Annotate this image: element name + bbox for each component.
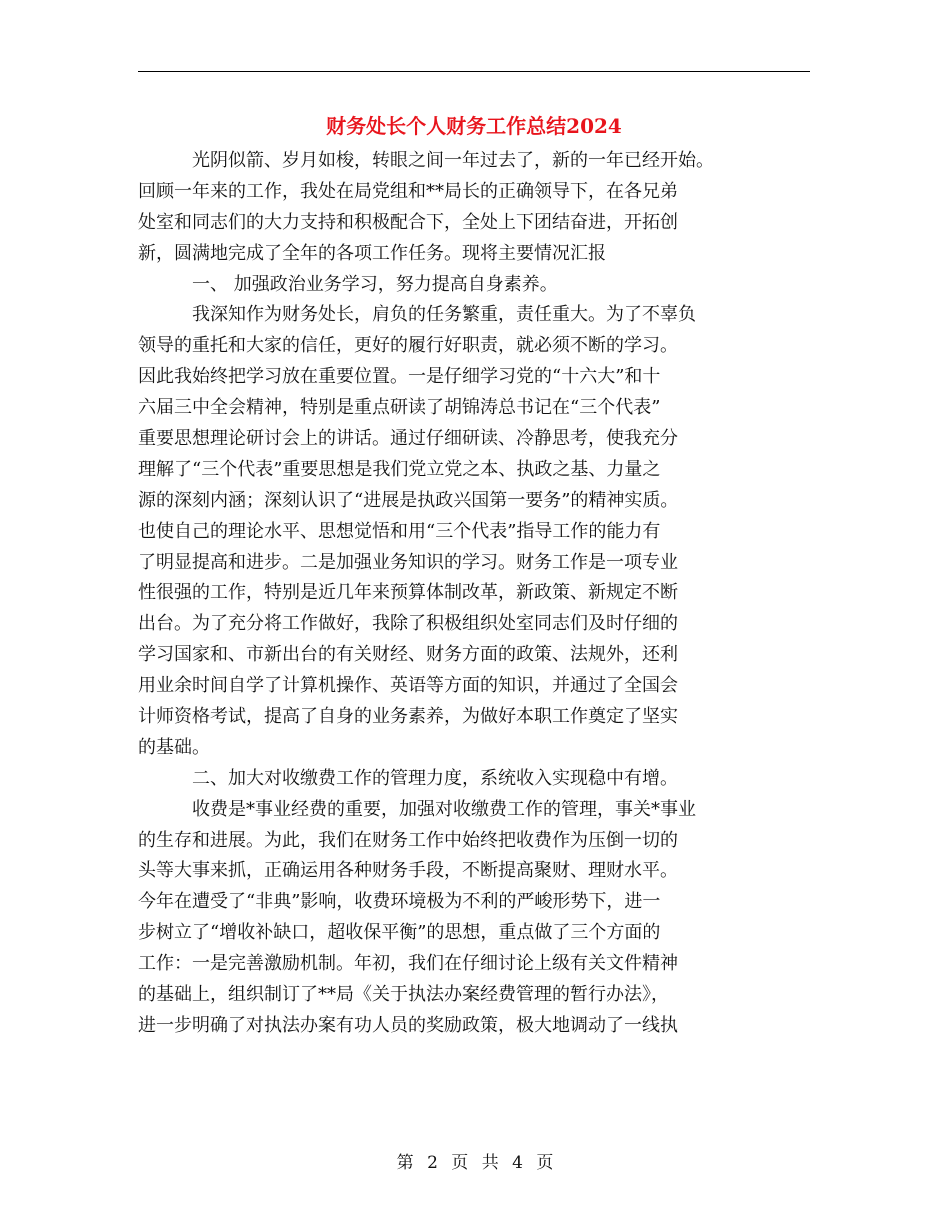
text-line: 重要思想理论研讨会上的讲话。通过仔细研读、冷静思考，使我充分 [138,428,678,450]
text-line: 工作：一是完善激励机制。年初，我们在仔细讨论上级有关文件精神 [138,953,678,975]
text-line: 六届三中全会精神，特别是重点研读了胡锦涛总书记在“三个代表” [138,397,661,419]
text-line: 光阴似箭、岁月如梭，转眼之间一年过去了，新的一年已经开始。 [192,150,714,171]
text-line: 了明显提高和进步。二是加强业务知识的学习。财务工作是一项专业 [138,551,678,573]
footer-page-prefix: 第 [396,1153,414,1173]
text-line: 进一步明确了对执法办案有功人员的奖励政策，极大地调动了一线执 [138,1014,678,1036]
text-line: 性很强的工作，特别是近几年来预算体制改革，新政策、新规定不断 [138,582,678,604]
text-line: 领导的重托和大家的信任，更好的履行好职责，就必须不断的学习。 [138,335,678,357]
footer-total-pages: 4 [512,1153,523,1173]
text-line: 源的深刻内涵；深刻认识了“进展是执政兴国第一要务”的精神实质。 [138,489,679,511]
footer-current-page: 2 [427,1153,438,1173]
text-line: 因此我始终把学习放在重要位置。一是仔细学习党的“十六大”和十 [138,366,661,388]
text-line: 出台。为了充分将工作做好，我除了积极组织处室同志们及时仔细的 [138,613,678,635]
text-line: 一、 加强政治业务学习，努力提高自身素养。 [192,273,558,295]
text-line: 回顾一年来的工作，我处在局党组和**局长的正确领导下，在各兄弟 [138,180,678,202]
text-line: 今年在遭受了“非典”影响，收费环境极为不利的严峻形势下，进一 [138,891,661,913]
text-line: 也使自己的理论水平、思想觉悟和用“三个代表”指导工作的能力有 [138,520,661,542]
text-line: 新，圆满地完成了全年的各项工作任务。现将主要情况汇报 [138,242,606,264]
page-footer [0,1150,950,1176]
text-line: 理解了“三个代表”重要思想是我们党立党之本、执政之基、力量之 [138,458,661,480]
text-line: 步树立了“增收补缺口，超收保平衡”的思想，重点做了三个方面的 [138,922,661,944]
text-line: 我深知作为财务处长，肩负的任务繁重，责任重大。为了不辜负 [192,304,696,326]
text-line: 的基础上，组织制订了**局《关于执法办案经费管理的暂行办法》， [138,984,669,1006]
text-line: 收费是*事业经费的重要，加强对收缴费工作的管理，事关*事业 [192,798,696,820]
text-line: 头等大事来抓，正确运用各种财务手段，不断提高聚财、理财水平。 [138,860,678,882]
text-line: 二、加大对收缴费工作的管理力度，系统收入实现稳中有增。 [192,767,678,789]
text-line: 的基础。 [138,736,210,758]
footer-page-unit: 页 [451,1153,469,1173]
document-title: 财务处长个人财务工作总结2024 [326,114,622,138]
document-body [138,146,810,1042]
text-line: 学习国家和、市新出台的有关财经、财务方面的政策、法规外，还利 [138,644,678,666]
footer-total-unit: 页 [536,1153,554,1173]
text-line: 处室和同志们的大力支持和积极配合下，全处上下团结奋进，开拓创 [138,211,678,233]
footer-total-prefix: 共 [481,1153,499,1173]
header-rule [138,71,810,72]
text-line: 用业余时间自学了计算机操作、英语等方面的知识，并通过了全国会 [138,675,678,697]
text-line: 的生存和进展。为此，我们在财务工作中始终把收费作为压倒一切的 [138,829,678,851]
text-line: 计师资格考试，提高了自身的业务素养，为做好本职工作奠定了坚实 [138,706,678,728]
